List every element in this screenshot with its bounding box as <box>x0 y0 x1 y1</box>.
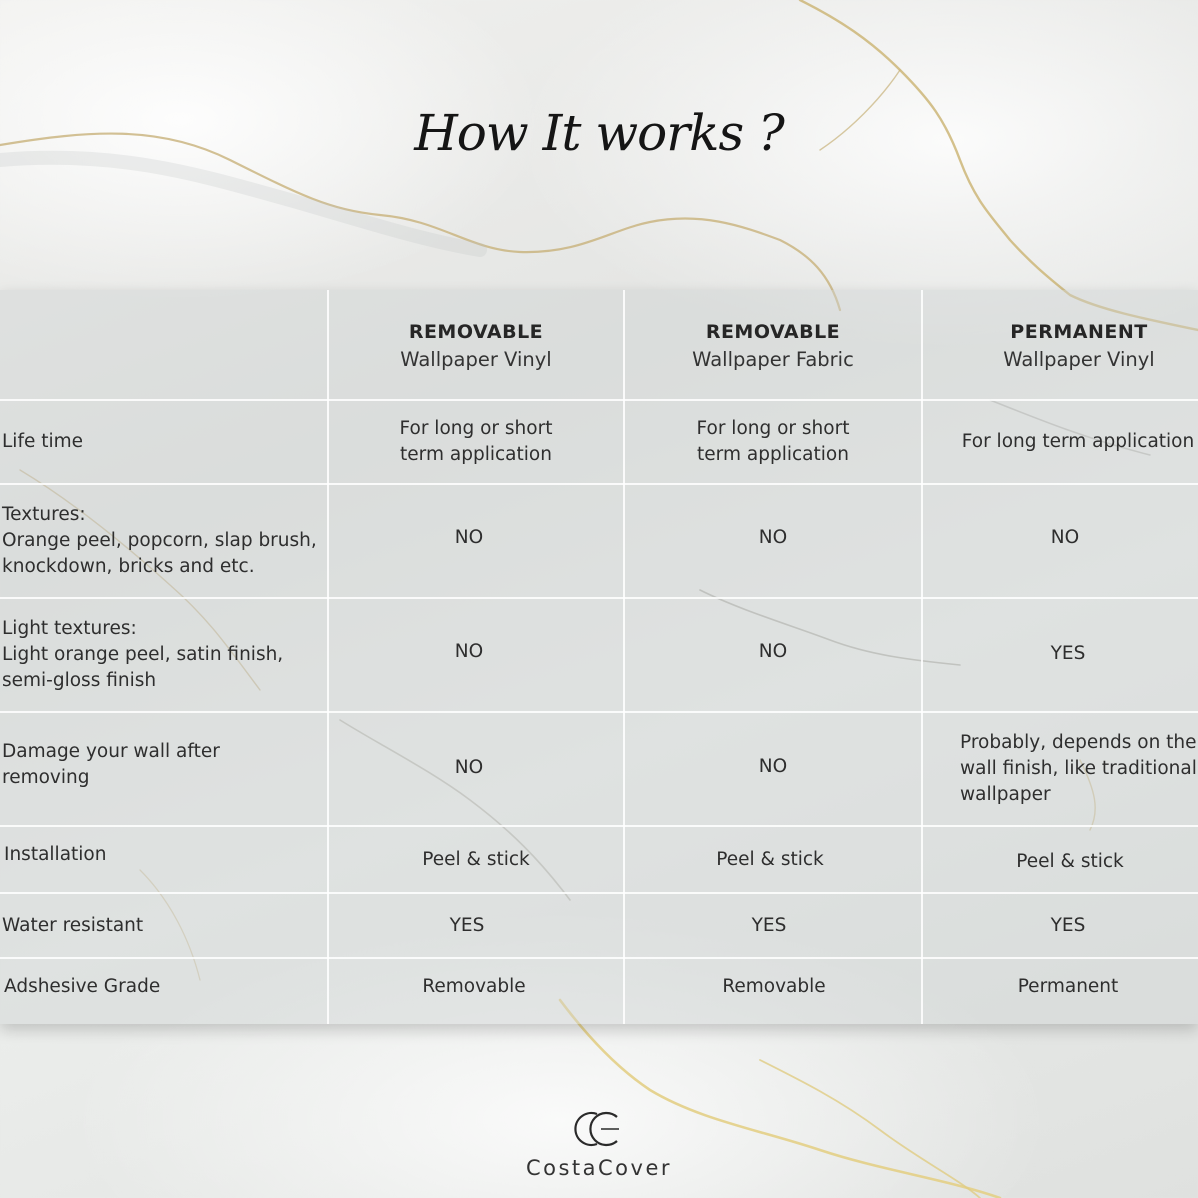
table-cell <box>625 827 915 892</box>
row-label-damage <box>0 713 325 817</box>
column-header-removable-fabric <box>625 292 921 399</box>
table-cell <box>625 401 921 483</box>
row-label-text: Adshesive Grade <box>4 976 161 997</box>
table-cell <box>329 827 623 892</box>
cell-text: Peel & stick <box>422 848 530 870</box>
cell-text: NO <box>758 641 788 662</box>
row-label-installation <box>2 827 325 883</box>
cell-text: term application <box>400 444 552 465</box>
table-cell <box>329 894 605 957</box>
cell-text: For long term application <box>961 431 1195 452</box>
table-cell <box>958 713 1198 825</box>
cell-text: Probably, depends on the <box>960 732 1197 753</box>
cell-text: NO <box>454 757 484 778</box>
table-cell <box>923 827 1198 896</box>
table-cell <box>329 485 609 591</box>
cell-text: For long or short <box>399 418 553 439</box>
cell-text: term application <box>697 444 849 465</box>
table-cell <box>625 713 921 821</box>
cell-text: wall finish, like traditional <box>960 758 1197 779</box>
row-label-text: Light orange peel, satin finish, <box>2 644 284 665</box>
cell-text: Peel & stick <box>1016 850 1124 872</box>
column-header-permanent-vinyl <box>923 292 1198 399</box>
row-label-textures <box>0 485 325 597</box>
cell-text: For long or short <box>696 418 850 439</box>
row-label-text: Light textures: <box>2 618 137 639</box>
table-cell <box>923 401 1198 483</box>
cell-text: Removable <box>422 976 526 997</box>
cell-text: YES <box>1050 914 1086 936</box>
table-cell <box>625 599 921 705</box>
table-cell <box>923 485 1198 591</box>
row-label-text: Water resistant <box>2 914 144 936</box>
cell-text: NO <box>454 527 484 548</box>
column-header-material: Wallpaper Vinyl <box>400 347 552 371</box>
cell-text: Peel & stick <box>716 848 824 870</box>
cc-monogram-icon <box>573 1108 625 1150</box>
cell-text: Removable <box>722 976 826 997</box>
page-title: How It works ? <box>414 104 784 162</box>
cell-text: NO <box>758 756 788 777</box>
row-label-text: Orange peel, popcorn, slap brush, <box>2 530 317 551</box>
cell-text: YES <box>751 914 787 936</box>
cell-text: NO <box>1050 527 1080 548</box>
column-header-type: PERMANENT <box>1010 320 1148 343</box>
table-cell <box>329 599 609 705</box>
table-cell <box>923 894 1198 957</box>
row-label-text: Life time <box>2 431 84 452</box>
row-label-text: knockdown, bricks and etc. <box>2 556 255 577</box>
column-header-removable-vinyl <box>329 292 623 399</box>
table-cell <box>923 599 1198 709</box>
row-label-text: Textures: <box>2 504 86 525</box>
row-label-water-resistant <box>0 894 325 957</box>
column-header-type: REMOVABLE <box>705 320 841 343</box>
row-label-text: removing <box>2 767 90 788</box>
cell-text: wallpaper <box>960 784 1051 805</box>
cell-text: NO <box>454 641 484 662</box>
table-cell <box>329 401 623 483</box>
table-cell <box>625 485 921 591</box>
column-header-material: Wallpaper Fabric <box>692 347 854 371</box>
row-label-text: semi-gloss finish <box>2 670 157 691</box>
column-header-type: REMOVABLE <box>408 320 544 343</box>
row-label-text: Damage your wall after <box>2 741 220 762</box>
row-label-life-time <box>0 401 325 483</box>
column-header-material: Wallpaper Vinyl <box>1003 347 1155 371</box>
brand-logo <box>499 1108 699 1180</box>
row-label-light-textures <box>0 599 325 711</box>
cell-text: YES <box>1050 643 1086 664</box>
table-cell <box>625 894 913 957</box>
cell-text: Permanent <box>1017 976 1119 997</box>
table-cell <box>329 959 619 1015</box>
table-cell <box>923 959 1198 1015</box>
row-label-text: Installation <box>4 844 107 865</box>
table-cell <box>625 959 923 1015</box>
cell-text: NO <box>758 527 788 548</box>
brand-name: CostaCover <box>525 1156 673 1180</box>
cell-text: YES <box>449 914 485 936</box>
table-cell <box>329 713 609 823</box>
row-label-adhesive-grade <box>2 959 325 1015</box>
